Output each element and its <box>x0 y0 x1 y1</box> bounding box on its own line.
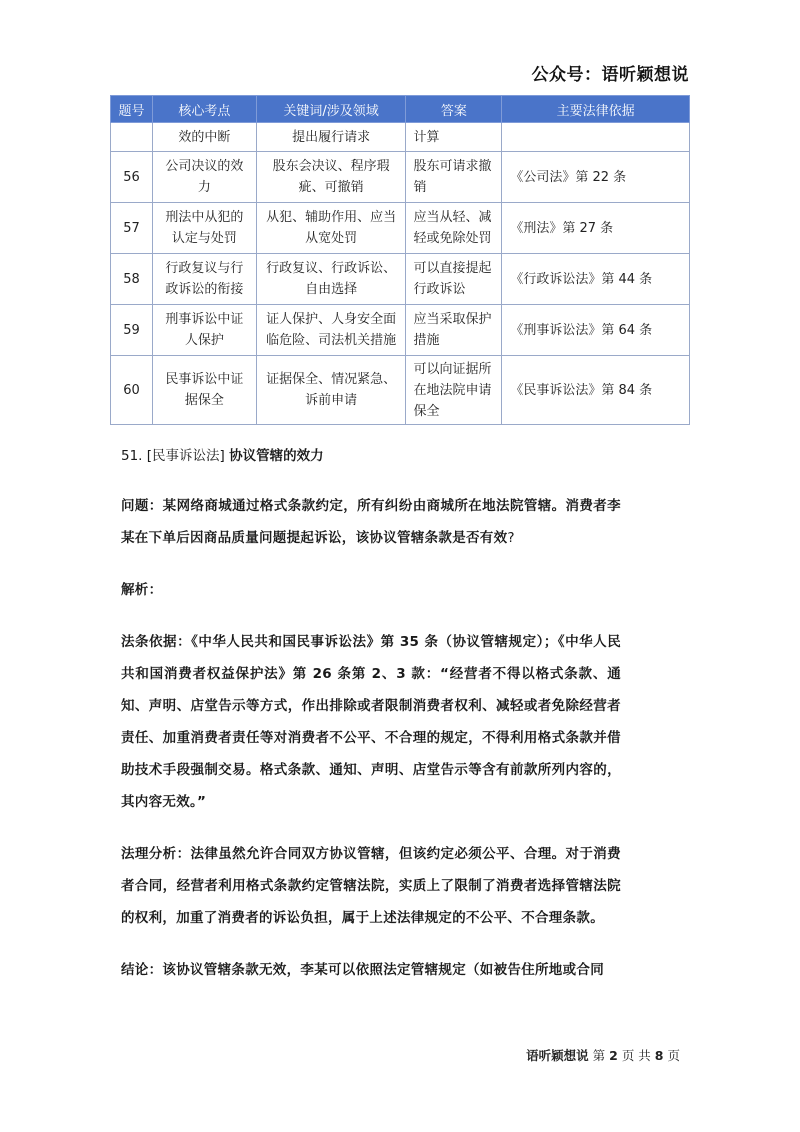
cell-topic: 效的中断 <box>152 123 256 152</box>
table-row <box>111 203 690 254</box>
cell-answer: 可以直接提起行政诉讼 <box>406 254 502 305</box>
footer-middle: 页 共 <box>621 1048 651 1063</box>
summary-table <box>110 95 690 425</box>
section-number: 51. <box>121 448 143 464</box>
table-row <box>111 356 690 425</box>
table-header-row <box>111 96 690 123</box>
cell-no: 59 <box>111 305 153 356</box>
footer-prefix: 第 <box>592 1048 606 1063</box>
cell-no: 56 <box>111 152 153 203</box>
cell-answer: 可以向证据所在地法院申请保全 <box>406 356 502 425</box>
cell-answer: 应当采取保护措施 <box>406 305 502 356</box>
table-row <box>111 123 690 152</box>
cell-keywords: 证据保全、情况紧急、诉前申请 <box>256 356 406 425</box>
question-text: 问题：某网络商城通过格式条款约定，所有纠纷由商城所在地法院管辖。消费者李某在下单后因商品质量问题提起诉讼，该协议管辖条款是否有效 <box>121 498 621 546</box>
cell-law: 《公司法》第 22 条 <box>502 152 690 203</box>
cell-keywords: 提出履行请求 <box>256 123 406 152</box>
question-mark: ? <box>507 530 515 546</box>
cell-topic: 行政复议与行政诉讼的衔接 <box>152 254 256 305</box>
col-header-topic: 核心考点 <box>152 96 256 123</box>
footer-total-pages: 8 <box>654 1048 664 1063</box>
cell-law: 《民事诉讼法》第 84 条 <box>502 356 690 425</box>
cell-answer: 应当从轻、减轻或免除处罚 <box>406 203 502 254</box>
cell-no: 57 <box>111 203 153 254</box>
table-row <box>111 254 690 305</box>
cell-answer: 股东可请求撤销 <box>406 152 502 203</box>
cell-keywords: 证人保护、人身安全面临危险、司法机关措施 <box>256 305 406 356</box>
footer-suffix: 页 <box>667 1048 680 1063</box>
basis-paragraph: 法条依据：《中华人民共和国民事诉讼法》第 35 条（协议管辖规定）；《中华人民共和国消费者权益保护法》第 26 条第 2、3 款：“经营者不得以格式条款、通知、声明、店堂告示等方式，作出排除或者限制消费者权利、减轻或者免除经营者责任、加重消费者责任等对消费者不公平、不合理的规定，不得利用格式条款并借助技术手段强制交易。格式条款、通知、声明、店堂告示等含有前款所列内容的，其内容无效。” <box>121 634 621 810</box>
col-header-law: 主要法律依据 <box>502 96 690 123</box>
cell-topic: 公司决议的效力 <box>152 152 256 203</box>
cell-topic: 民事诉讼中证据保全 <box>152 356 256 425</box>
article-body <box>121 446 621 1006</box>
footer-page-number: 2 <box>609 1048 618 1063</box>
cell-law: 《行政诉讼法》第 44 条 <box>502 254 690 305</box>
col-header-keywords: 关键词/涉及领域 <box>256 96 406 123</box>
page-footer <box>526 1046 680 1064</box>
cell-topic: 刑事诉讼中证人保护 <box>152 305 256 356</box>
cell-answer: 计算 <box>406 123 502 152</box>
analysis-label: 解析： <box>121 582 163 598</box>
cell-keywords: 行政复议、行政诉讼、自由选择 <box>256 254 406 305</box>
col-header-answer: 答案 <box>406 96 502 123</box>
cell-no: 60 <box>111 356 153 425</box>
cell-law: 《刑事诉讼法》第 64 条 <box>502 305 690 356</box>
cell-keywords: 股东会决议、程序瑕疵、可撤销 <box>256 152 406 203</box>
cell-no: 58 <box>111 254 153 305</box>
table-row <box>111 305 690 356</box>
col-header-no: 题号 <box>111 96 153 123</box>
cell-topic: 刑法中从犯的认定与处罚 <box>152 203 256 254</box>
section-category: [民事诉讼法] <box>146 448 225 464</box>
cell-no <box>111 123 153 152</box>
footer-brand: 语听颖想说 <box>526 1048 589 1063</box>
section-heading: 协议管辖的效力 <box>229 448 324 464</box>
cell-law <box>502 123 690 152</box>
reasoning-paragraph: 法理分析：法律虽然允许合同双方协议管辖，但该约定必须公平、合理。对于消费者合同，经营者利用格式条款约定管辖法院，实质上了限制了消费者选择管辖法院的权利，加重了消费者的诉讼负担，属于上述法律规定的不公平、不合理条款。 <box>121 846 621 926</box>
section-title <box>121 446 621 466</box>
cell-law: 《刑法》第 27 条 <box>502 203 690 254</box>
header-brand: 公众号：语听颖想说 <box>531 65 689 85</box>
conclusion-paragraph: 结论：该协议管辖条款无效，李某可以依照法定管辖规定（如被告住所地或合同 <box>121 962 604 978</box>
question-paragraph <box>121 490 621 554</box>
table-row <box>111 152 690 203</box>
cell-keywords: 从犯、辅助作用、应当从宽处罚 <box>256 203 406 254</box>
